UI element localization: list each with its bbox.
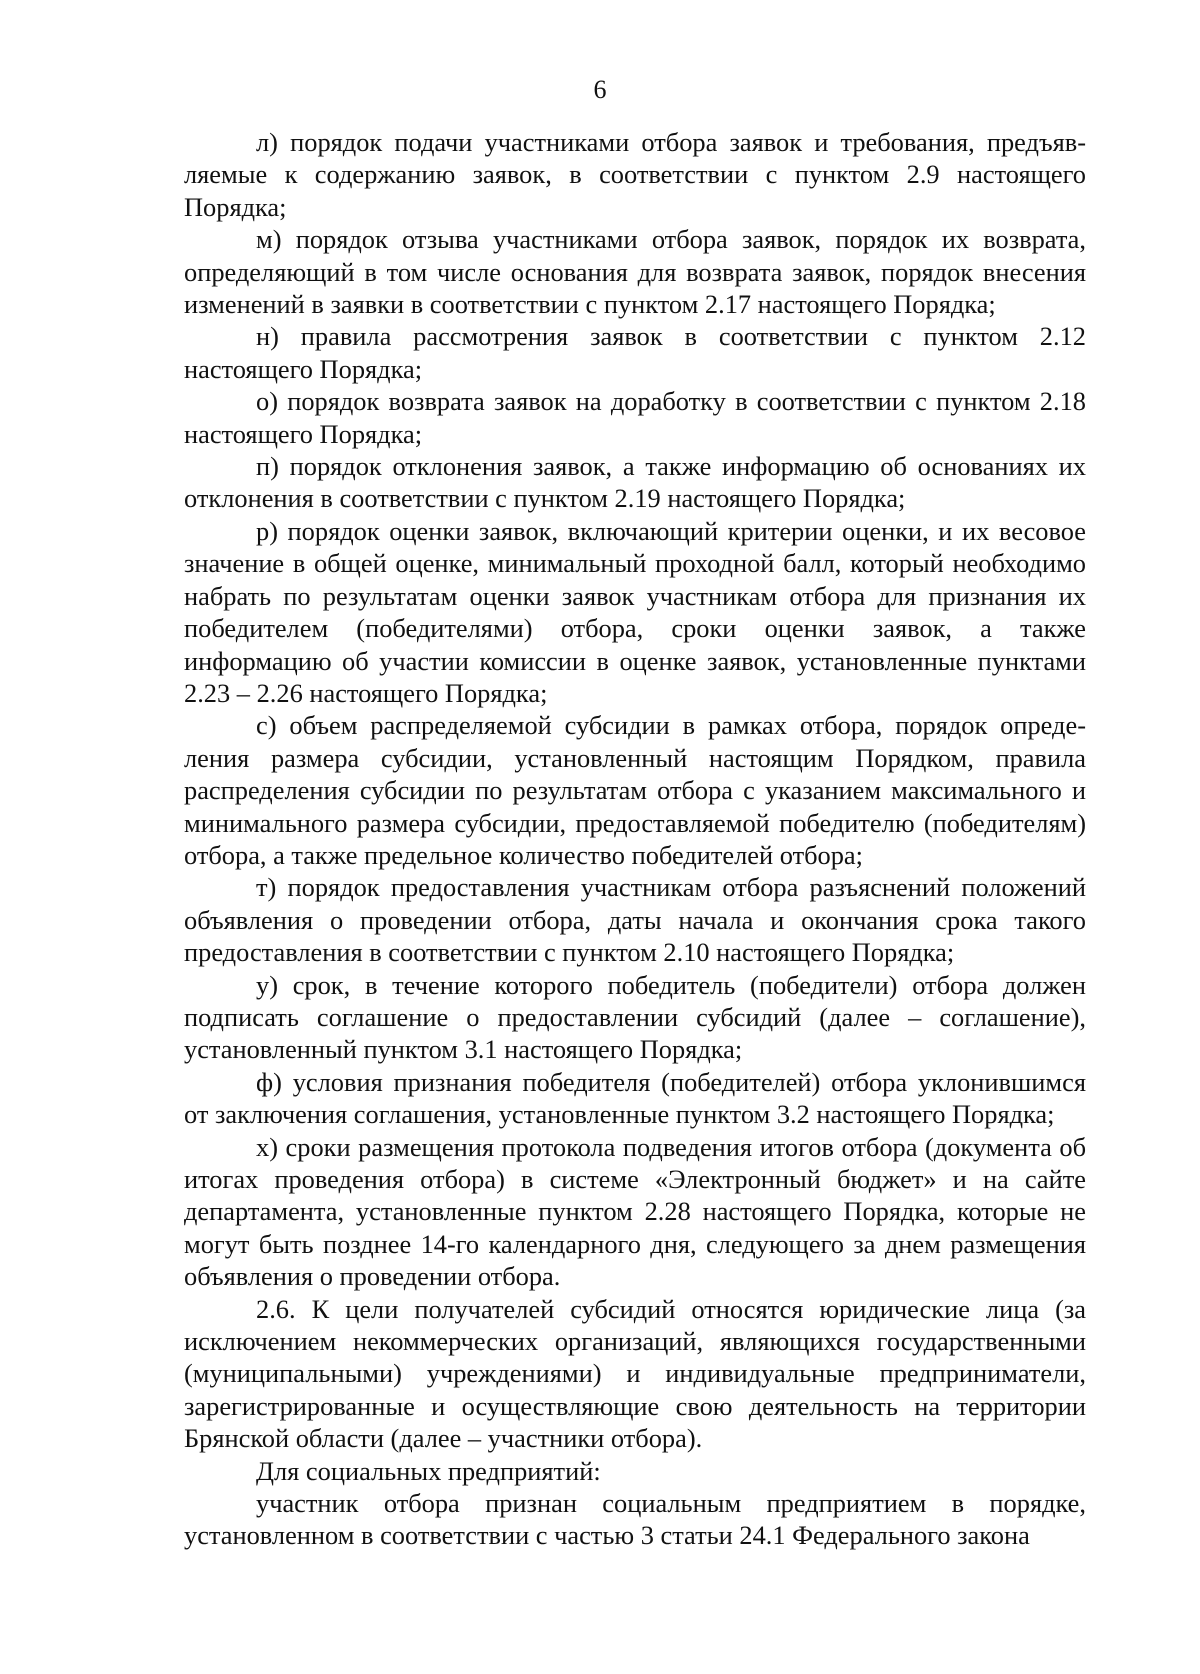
paragraph-f: ф) условия признания победителя (победителей) отбора уклонившимся от заключения соглашения, установленные пунктом 3.2 настоящего Порядка; xyxy=(184,1066,1086,1130)
paragraph-s: с) объем распределяемой субсидии в рамках отбора, порядок определения размера субсидии, установленный настоящим Порядком, правила распределения субсидии по результатам отбора с указанием максимального и минимального размера субсидии, предоставляемой победителю (победителям) отбора, а также предельное количество победителей отбора; xyxy=(184,710,1086,870)
paragraph-p: п) порядок отклонения заявок, а также информацию об основаниях их отклонения в соответствии с пунктом 2.19 настоящего Порядка; xyxy=(184,451,1086,514)
document-body xyxy=(184,126,1086,1552)
paragraph-social-enterprises: Для социальных предприятий: xyxy=(256,1455,601,1486)
paragraph-t: т) порядок предоставления участникам отбора разъяснений положений объявления о проведении отбора, даты начала и окончания срока такого предоставления в соответствии с пунктом 2.10 настоящего Порядка; xyxy=(184,872,1086,968)
paragraph-participant: участник отбора признан социальным предприятием в порядке, установленном в соответствии с частью 3 статьи 24.1 Федерального закона xyxy=(184,1488,1086,1551)
paragraph-l: л) порядок подачи участниками отбора заявок и требования, предъявляемые к содержанию заявок, в соответствии с пунктом 2.9 настоящего Порядка; xyxy=(184,127,1086,222)
paragraph-r: р) порядок оценки заявок, включающий критерии оценки, и их весовое значение в общей оценке, минимальный проходной балл, который необходимо набрать по результатам оценки заявок участникам отбора для признания их победителем (победителями) отбора, сроки оценки заявок, а также информацию об участии комиссии в оценке заявок, установленные пунктами 2.23 – 2.26 настоящего Порядка; xyxy=(184,515,1086,708)
paragraph-m: м) порядок отзыва участниками отбора заявок, порядок их возврата, определяющий в том числе основания для возврата заявок, порядок внесения изменений в заявки в соответствии с пунктом 2.17 настоящего Порядка; xyxy=(184,224,1086,320)
paragraph-h: х) сроки размещения протокола подведения итогов отбора (документа об итогах проведения отбора) в системе «Электронный бюджет» и на сайте департамента, установленные пунктом 2.28 настоящего Порядка, которые не могут быть позднее 14-го календарного дня, следующего за днем размещения объявления о проведении отбора. xyxy=(184,1131,1086,1292)
paragraph-o: о) порядок возврата заявок на доработку в соответствии с пунктом 2.18 настоящего Порядка; xyxy=(184,386,1086,449)
page-number: 6 xyxy=(593,75,607,104)
paragraph-n: н) правила рассмотрения заявок в соответствии с пунктом 2.12 настоящего Порядка; xyxy=(184,321,1086,384)
paragraph-2-6: 2.6. К цели получателей субсидий относятся юридические лица (за исключением некоммерческих организаций, являющихся государственными (муниципальными) учреждениями) и индивидуальные предприниматели, зарегистрированные и осуществляющие свою деятельность на территории Брянской области (далее – участники отбора). xyxy=(184,1293,1086,1454)
paragraph-u: у) срок, в течение которого победитель (победители) отбора должен подписать соглашение о предоставлении субсидий (далее – соглашение), установленный пунктом 3.1 настоящего Порядка; xyxy=(184,969,1086,1065)
